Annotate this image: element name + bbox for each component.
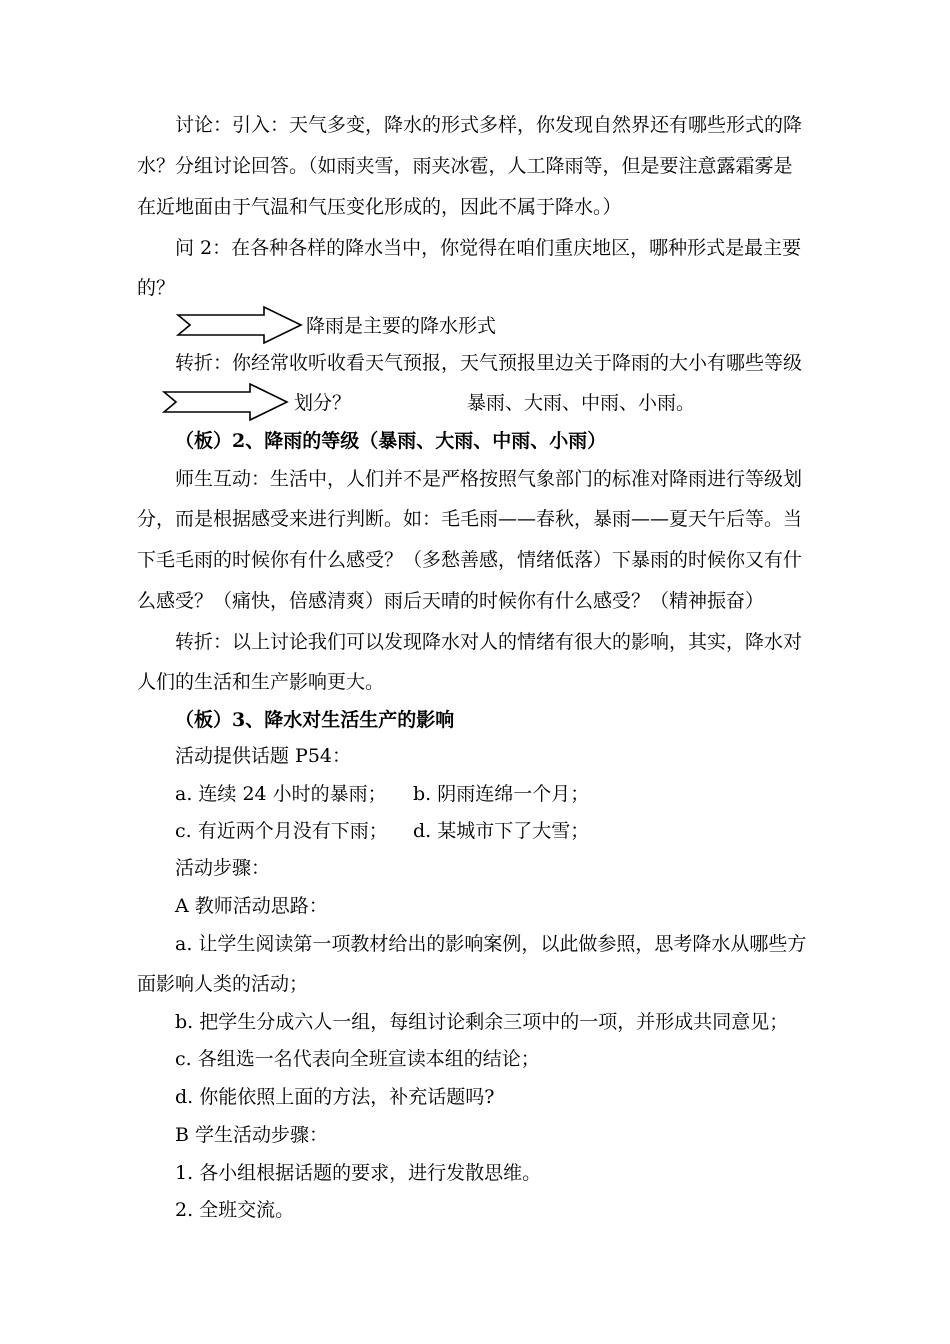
paragraph-line: 在近地面由于气温和气压变化形成的，因此不属于降水。） (137, 196, 622, 218)
paragraph-line: 暴雨、大雨、中雨、小雨。 (467, 392, 696, 414)
list-item: a. 让学生阅读第一项教材给出的影响案例，以此做参照，思考降水从哪些方 (175, 933, 807, 955)
list-item: c. 各组选一名代表向全班宣读本组的结论； (175, 1048, 540, 1070)
right-arrow-icon (176, 305, 304, 345)
paragraph-line: 降雨是主要的降水形式 (306, 315, 497, 337)
paragraph-line: 下毛毛雨的时候你有什么感受？（多愁善感，情绪低落）下暴雨的时候你又有什 (137, 549, 803, 571)
section-heading: （板）2、降雨的等级（暴雨、大雨、中雨、小雨） (175, 430, 607, 452)
list-item: b. 把学生分成六人一组，每组讨论剩余三项中的一项，并形成共同意见； (175, 1011, 789, 1033)
paragraph-line: 么感受？（痛快，倍感清爽）雨后天晴的时候你有什么感受？（精神振奋） (137, 590, 765, 612)
paragraph-line: 的？ (137, 277, 176, 299)
paragraph-line: A 教师活动思路： (175, 895, 328, 917)
list-item: 面影响人类的活动； (137, 973, 309, 995)
section-heading: （板）3、降水对生活生产的影响 (175, 709, 455, 731)
paragraph-line: 转折：你经常收听收看天气预报，天气预报里边关于降雨的大小有哪些等级 (175, 352, 803, 374)
paragraph-line: 转折：以上讨论我们可以发现降水对人的情绪有很大的影响，其实，降水对 (175, 631, 803, 653)
list-item: d. 你能依照上面的方法，补充话题吗? (175, 1086, 495, 1108)
paragraph-line: 师生互动：生活中，人们并不是严格按照气象部门的标准对降雨进行等级划 (175, 468, 803, 490)
list-item: 2. 全班交流。 (175, 1199, 295, 1221)
paragraph-line: 分，而是根据感受来进行判断。如：毛毛雨——春秋，暴雨——夏天午后等。当 (137, 508, 803, 530)
list-item: c. 有近两个月没有下雨； (175, 820, 388, 842)
list-item: d. 某城市下了大雪； (413, 820, 590, 842)
paragraph-line: 划分？ (294, 392, 352, 414)
paragraph-line: 活动提供话题 P54： (175, 745, 352, 767)
paragraph-line: 活动步骤： (175, 857, 271, 879)
paragraph-line: 人们的生活和生产影响更大。 (137, 671, 385, 693)
list-item: b. 阴雨连绵一个月； (413, 783, 590, 805)
paragraph-line: B 学生活动步骤： (175, 1124, 329, 1146)
list-item: 1. 各小组根据话题的要求，进行发散思维。 (175, 1162, 542, 1184)
list-item: a. 连续 24 小时的暴雨； (175, 783, 387, 805)
paragraph-line: 讨论：引入：天气多变，降水的形式多样，你发现自然界还有哪些形式的降 (175, 114, 803, 136)
paragraph-line: 水？分组讨论回答。（如雨夹雪，雨夹冰雹，人工降雨等，但是要注意露霜雾是 (137, 155, 793, 177)
right-arrow-icon (162, 382, 290, 422)
paragraph-line: 问 2：在各种各样的降水当中，你觉得在咱们重庆地区，哪种形式是最主要 (175, 237, 802, 259)
